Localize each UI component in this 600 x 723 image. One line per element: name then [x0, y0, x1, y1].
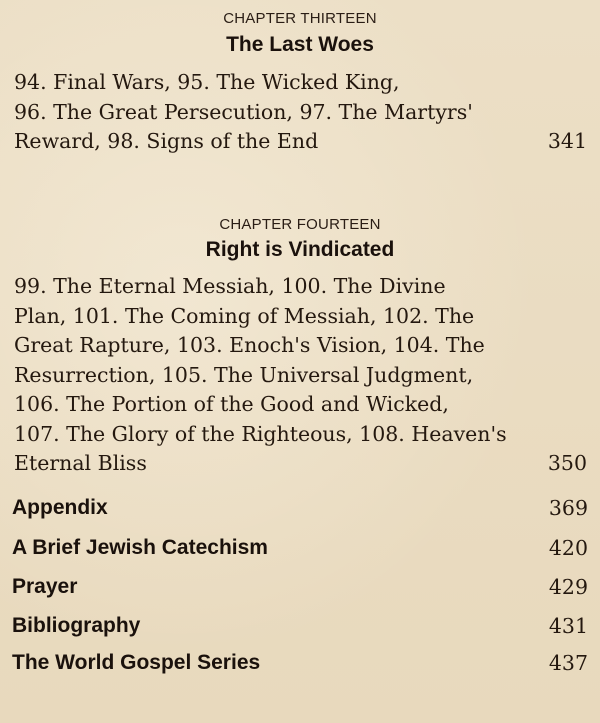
toc-entry-page-number: 369	[548, 496, 588, 520]
chapter-thirteen-page-number: 341	[547, 129, 587, 153]
toc-entry-title: The World Gospel Series	[12, 651, 261, 674]
toc-entry-title: Appendix	[12, 496, 108, 519]
toc-entry-title: A Brief Jewish Catechism	[12, 536, 268, 559]
chapter-fourteen-contents: 99. The Eternal Messiah, 100. The Divine Plan, 101. The Coming of Messiah, 102. The Great Rapture, 103. Enoch's Vision, 104. The Resurrection, 105. The Universal Judgment, 106. The Portion of the Good and Wicked, 107. The Glory of the Righteous, 108. Heaven's Eternal Bliss	[14, 274, 507, 475]
chapter-fourteen-page-number: 350	[547, 451, 587, 475]
chapter-thirteen-contents: 94. Final Wars, 95. The Wicked King, 96. The Great Persecution, 97. The Martyrs' Reward, 98. Signs of the End	[14, 70, 473, 153]
toc-entry-world-gospel-series	[12, 651, 588, 681]
toc-entry-appendix	[12, 496, 588, 526]
toc-entry-catechism	[12, 536, 588, 566]
chapter-thirteen-label: CHAPTER THIRTEEN	[223, 10, 377, 27]
toc-entry-title: Prayer	[12, 575, 78, 598]
toc-entry-page-number: 429	[548, 575, 588, 599]
toc-entry-page-number: 437	[548, 651, 588, 675]
toc-entry-page-number: 420	[548, 536, 588, 560]
toc-entry-prayer	[12, 575, 588, 605]
chapter-thirteen-title: The Last Woes	[226, 33, 374, 56]
chapter-fourteen-label: CHAPTER FOURTEEN	[219, 216, 381, 233]
toc-entry-bibliography	[12, 614, 588, 644]
toc-entry-title: Bibliography	[12, 614, 141, 637]
toc-entry-page-number: 431	[548, 614, 588, 638]
chapter-fourteen-title: Right is Vindicated	[205, 238, 395, 261]
